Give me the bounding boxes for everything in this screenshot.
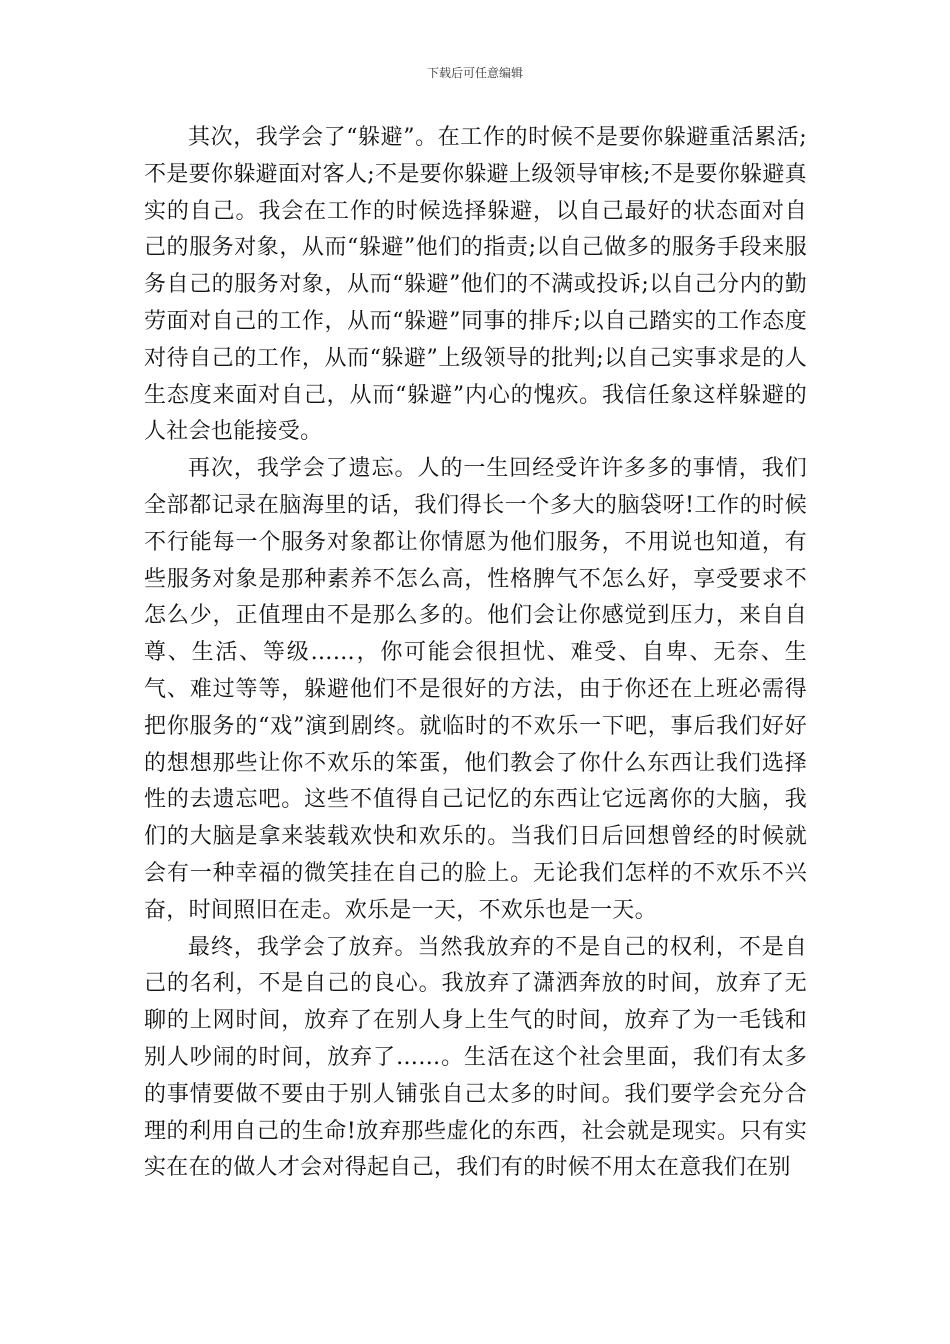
- paragraph-giving-up: 最终，我学会了放弃。当然我放弃的不是自己的权利，不是自己的名利，不是自己的良心。我放弃了潇洒奔放的时间，放弃了无聊的上网时间，放弃了在别人身上生气的时间，放弃了为一毛钱和别人吵闹的时间，放弃了……。生活在这个社会里面，我们有太多的事情要做不要由于别人铺张自己太多的时间。我们要学会充分合理的利用自己的生命!放弃那些虚化的东西，社会就是现实。只有实实在在的做人才会对得起自己，我们有的时候不用太在意我们在别: [144, 934, 807, 1181]
- page-header-note: 下载后可任意编辑: [426, 66, 523, 80]
- document-body: [144, 120, 807, 1187]
- paragraph-evasion: 其次，我学会了“躲避”。在工作的时候不是要你躲避重活累活;不是要你躲避面对客人;不是要你躲避上级领导审核;不是要你躲避真实的自己。我会在工作的时候选择躲避，以自己最好的状态面对自己的服务对象，从而“躲避”他们的指责;以自己做多的服务手段来服务自己的服务对象，从而“躲避”他们的不满或投诉;以自己分内的勤劳面对自己的工作，从而“躲避”同事的排斥;以自己踏实的工作态度对待自己的工作，从而“躲避”上级领导的批判;以自己实事求是的人生态度来面对自己，从而“躲避”内心的愧疚。我信任象这样躲避的人社会也能接受。: [144, 125, 807, 445]
- paragraph-forgetting: 再次，我学会了遗忘。人的一生回经受许许多多的事情，我们全部都记录在脑海里的话，我们得长一个多大的脑袋呀!工作的时候不行能每一个服务对象都让你情愿为他们服务，不用说也知道，有些服务对象是那种素养不怎么高，性格脾气不怎么好，享受要求不怎么少，正值理由不是那么多的。他们会让你感觉到压力，来自自尊、生活、等级……，你可能会很担忧、难受、自卑、无奈、生气、难过等等，躲避他们不是很好的方法，由于你还在上班必需得把你服务的“戏”演到剧终。就临时的不欢乐一下吧，事后我们好好的想想那些让你不欢乐的笨蛋，他们教会了你什么东西让我们选择性的去遗忘吧。这些不值得自己记忆的东西让它远离你的大脑，我们的大脑是拿来装载欢快和欢乐的。当我们日后回想曾经的时候就会有一种幸福的微笑挂在自己的脸上。无论我们怎样的不欢乐不兴奋，时间照旧在走。欢乐是一天，不欢乐也是一天。: [144, 456, 807, 923]
